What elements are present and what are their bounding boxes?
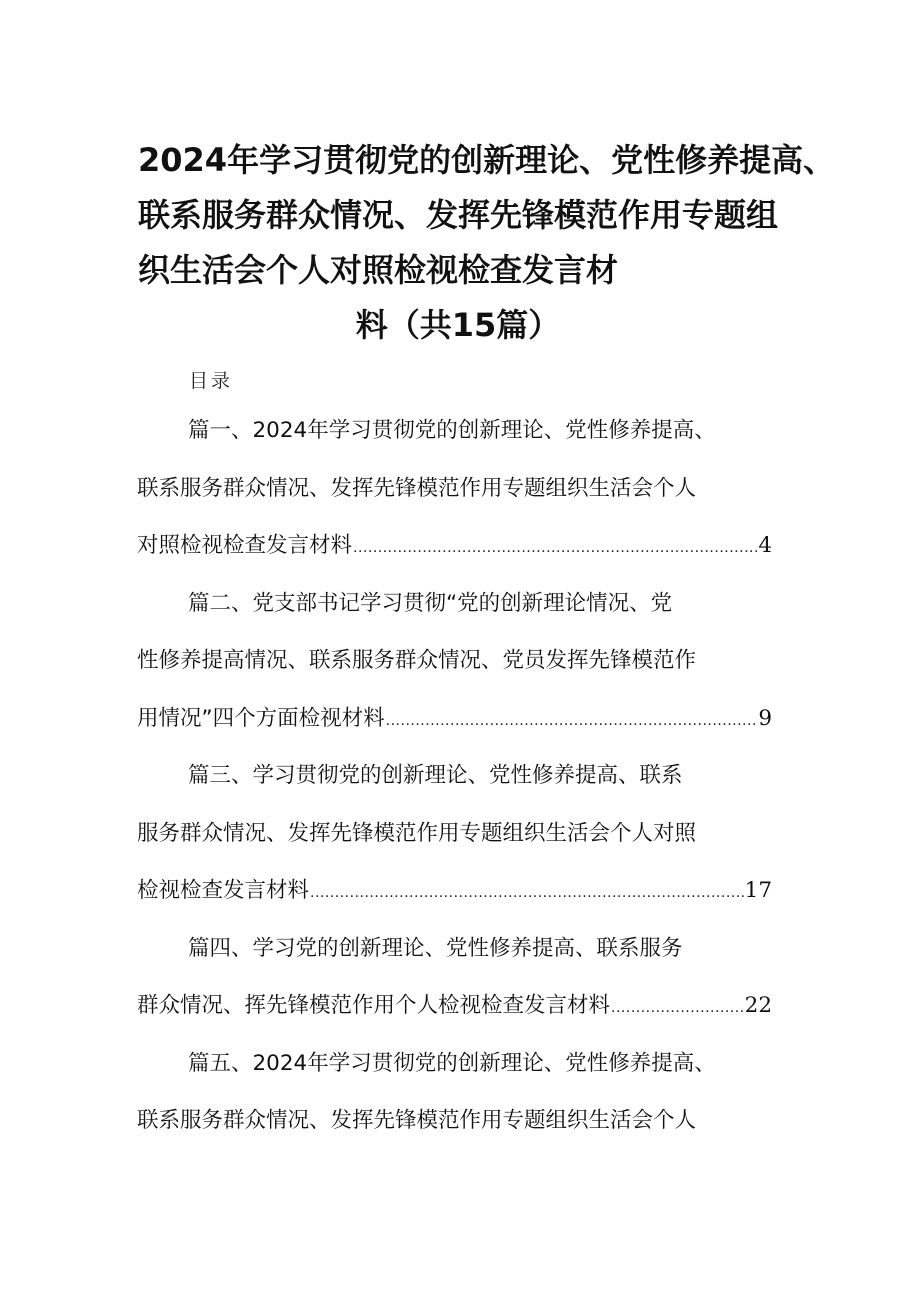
toc-entry-text: 篇四、学习党的创新理论、党性修养提高、联系服务 [188, 935, 683, 961]
toc-entry-text: 联系服务群众情况、发挥先锋模范作用专题组织生活会个人 [137, 1108, 697, 1133]
toc-page-number: 22 [744, 993, 772, 1018]
toc-page-number: 9 [758, 705, 772, 731]
toc-entry-2[interactable] [137, 575, 777, 748]
toc-entry-last-line [137, 862, 772, 920]
document-title [138, 133, 836, 353]
toc-heading: 目录 [189, 370, 234, 392]
toc-entry-text: 性修养提高情况、联系服务群众情况、党员发挥先锋模范作 [137, 648, 697, 673]
toc-entry-5[interactable] [137, 1035, 777, 1150]
toc-page-number: 17 [744, 878, 772, 903]
toc-entry-text: 篇三、学习贯彻党的创新理论、党性修养提高、联系 [188, 763, 683, 788]
toc-page-number: 4 [758, 533, 772, 558]
toc-entry-last-line [137, 690, 772, 748]
dot-leader [310, 865, 744, 923]
toc-entry-last-line [137, 977, 772, 1035]
toc-entry-text: 服务群众情况、发挥先锋模范作用专题组织生活会个人对照 [137, 820, 697, 846]
table-of-contents [137, 402, 777, 1150]
title-line: 联系服务群众情况、发挥先锋模范作用专题组 [138, 196, 779, 234]
toc-entry-text: 群众情况、挥先锋模范作用个人检视检查发言材料 [137, 993, 611, 1018]
toc-entry-text: 用情况”四个方面检视材料 [137, 705, 385, 731]
toc-entry-3[interactable] [137, 747, 777, 920]
toc-entry-text: 篇二、党支部书记学习贯彻“党的创新理论情况、党 [188, 590, 673, 616]
toc-entry-1[interactable] [137, 402, 777, 575]
toc-entry-text: 联系服务群众情况、发挥先锋模范作用专题组织生活会个人 [137, 475, 697, 501]
toc-entry-text: 检视检查发言材料 [137, 878, 310, 903]
toc-entry-text: 篇一、2024年学习贯彻党的创新理论、党性修养提高、 [188, 418, 716, 443]
toc-entry-text: 对照检视检查发言材料 [137, 533, 353, 558]
title-line: 织生活会个人对照检视检查发言材 [138, 251, 619, 289]
title-line: 料（共15篇） [355, 306, 561, 344]
toc-entry-text: 篇五、2024年学习贯彻党的创新理论、党性修养提高、 [188, 1050, 716, 1076]
toc-entry-last-line [137, 517, 772, 575]
dot-leader [353, 520, 757, 578]
dot-leader [611, 980, 744, 1038]
title-line: 2024年学习贯彻党的创新理论、党性修养提高、 [138, 141, 836, 179]
dot-leader [386, 693, 758, 751]
toc-entry-4[interactable] [137, 920, 777, 1035]
